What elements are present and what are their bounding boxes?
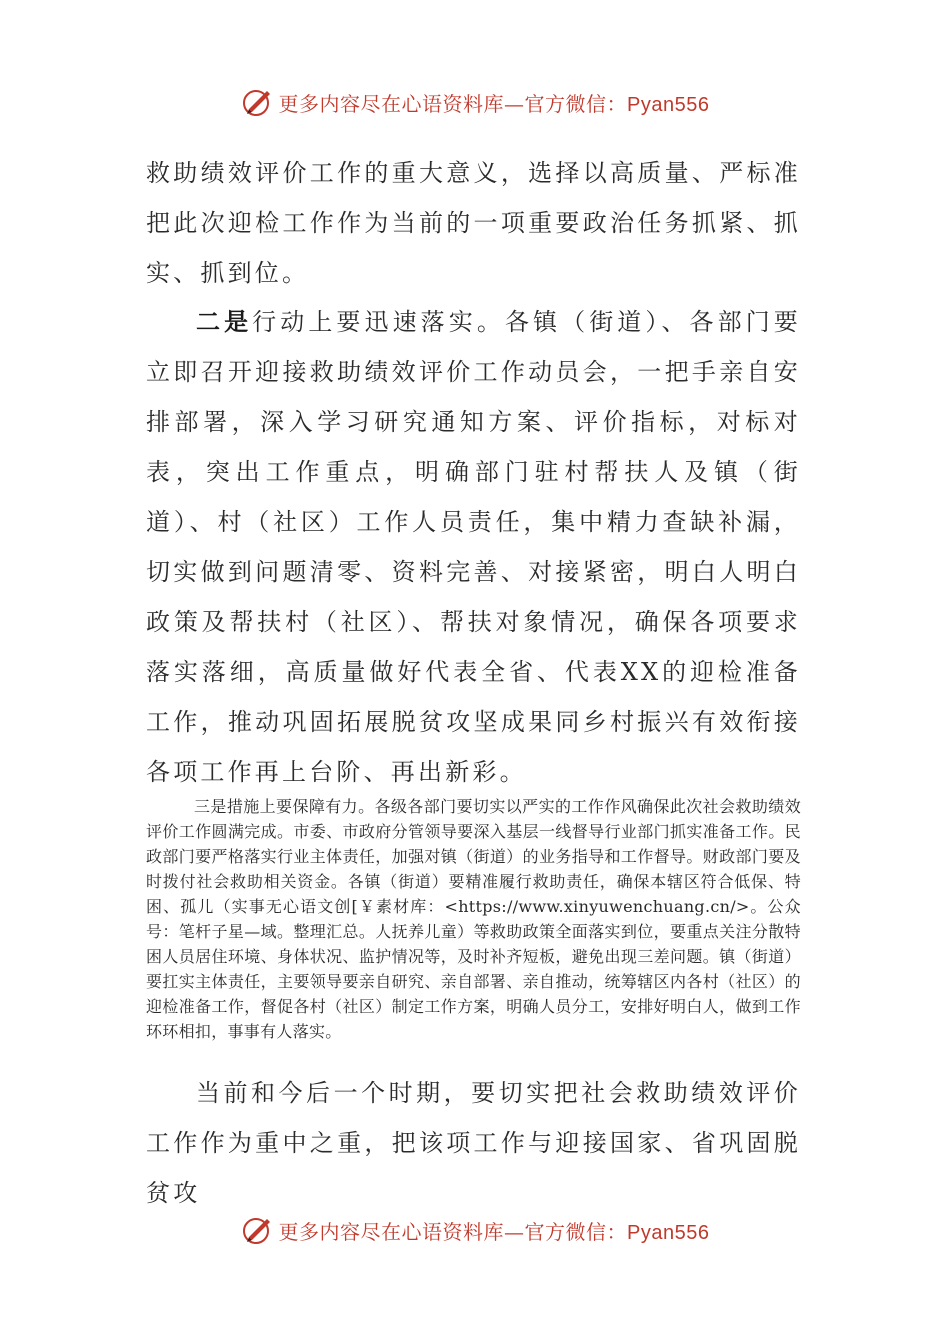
pen-logo-icon (241, 85, 275, 119)
header-banner-text: 更多内容尽在心语资料库—官方微信：Pyan556 (278, 91, 710, 116)
paragraph-closing (146, 1068, 801, 1218)
header-banner (0, 82, 950, 122)
footer-banner-handle: Pyan556 (627, 1221, 710, 1244)
header-banner-handle: Pyan556 (627, 93, 710, 116)
footer-banner (0, 1210, 950, 1250)
paragraph-4-text: 当前和今后一个时期，要切实把社会救助绩效评价工作作为重中之重，把该项工作与迎接国家、省巩固脱贫攻 (146, 1079, 801, 1207)
paragraph-2-text: 行动上要迅速落实。各镇（街道）、各部门要立即召开迎接救助绩效评价工作动员会，一把手亲自安排部署，深入学习研究通知方案、评价指标，对标对表，突出工作重点，明确部门驻村帮扶人及镇（街道）、村（社区）工作人员责任，集中精力查缺补漏，切实做到问题清零、资料完善、对接紧密，明白人明白政策及帮扶村（社区）、帮扶对象情况，确保各项要求落实落细，高质量做好代表全省、代表XX的迎检准备工作，推动巩固拓展脱贫攻坚成果同乡村振兴有效衔接各项工作再上台阶、再出新彩。 (146, 308, 801, 786)
paragraph-2 (146, 297, 801, 797)
paragraph-2-lead: 二是 (196, 307, 253, 336)
footer-banner-text: 更多内容尽在心语资料库—官方微信：Pyan556 (278, 1219, 710, 1244)
paragraph-second-point (146, 297, 801, 797)
paragraph-continuation (146, 148, 801, 298)
pen-logo-icon (241, 1213, 275, 1247)
paragraph-1-text: 救助绩效评价工作的重大意义，选择以高质量、严标准把此次迎检工作作为当前的一项重要政治任务抓紧、抓实、抓到位。 (146, 159, 801, 287)
paragraph-third-point (146, 794, 801, 1044)
paragraph-3-text: 三是措施上要保障有力。各级各部门要切实以严实的工作作风确保此次社会救助绩效评价工作圆满完成。市委、市政府分管领导要深入基层一线督导行业部门抓实准备工作。民政部门要严格落实行业主体责任，加强对镇（街道）的业务指导和工作督导。财政部门要及时拨付社会救助相关资金。各镇（街道）要精准履行救助责任，确保本辖区符合低保、特困、孤儿（实事无心语文创[￥素材库：<https://www.xinyuwenchuang.cn/>。公众号：笔杆子星—域。整理汇总。人抚养儿童）等救助政策全面落实到位，要重点关注分散特困人员居住环境、身体状况、监护情况等，及时补齐短板，避免出现三差问题。镇（街道）要扛实主体责任，主要领导要亲自研究、亲自部署、亲自推动，统筹辖区内各村（社区）的迎检准备工作，督促各村（社区）制定工作方案，明确人员分工，安排好明白人，做到工作环环相扣，事事有人落实。 (146, 797, 801, 1041)
